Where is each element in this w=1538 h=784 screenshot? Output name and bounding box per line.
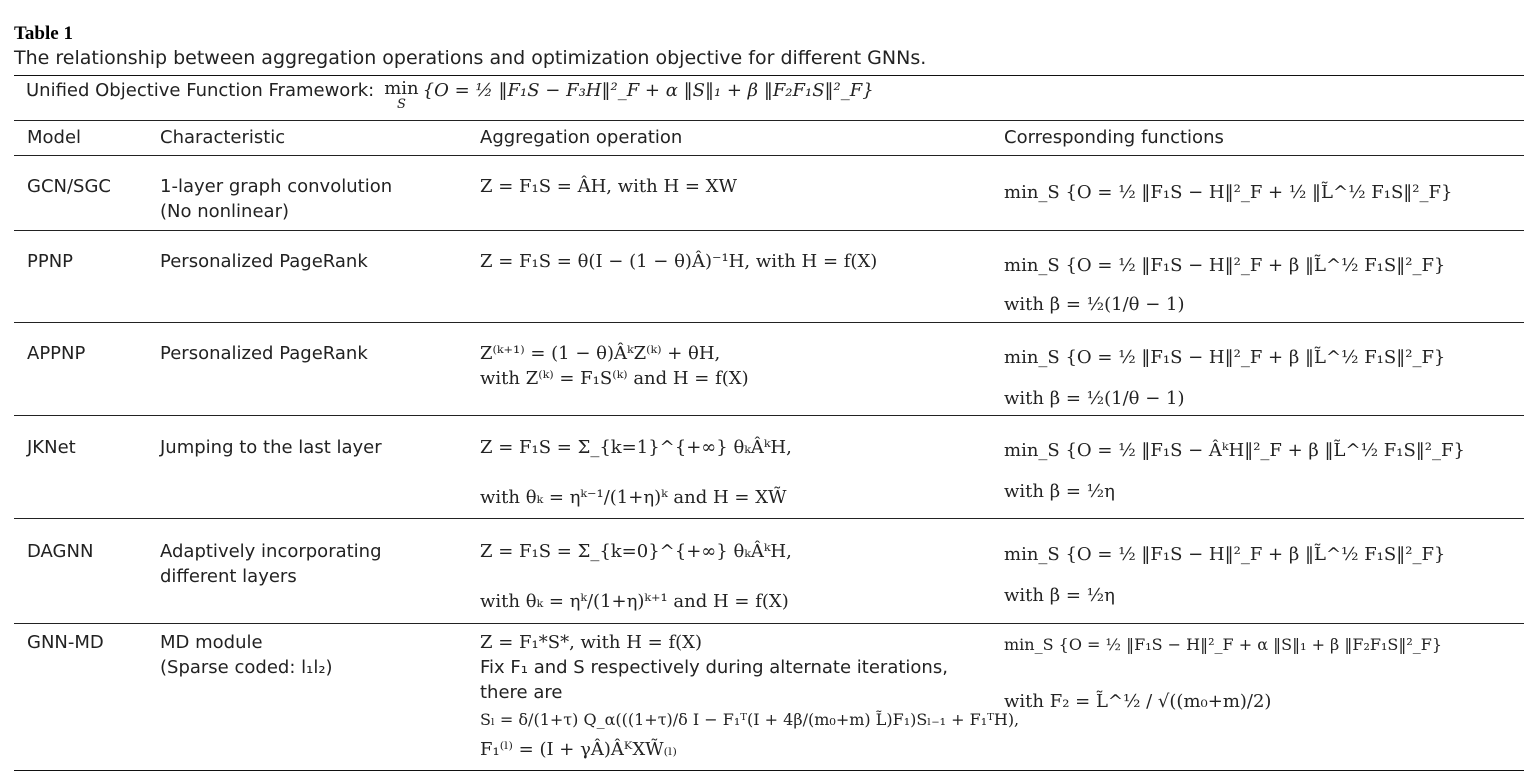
framework-min-operator: min S bbox=[384, 78, 419, 112]
rule-bottom bbox=[14, 770, 1524, 771]
aggregation-line: Z = F₁S = θ(I − (1 − θ)Â)⁻¹H, with H = f(X) bbox=[480, 251, 878, 272]
aggregation-line: with θₖ = ηᵏ⁻¹/(1+η)ᵏ and H = XW̃ bbox=[480, 487, 787, 508]
function-line: min_S {O = ½ ‖F₁S − H‖²_F + α ‖S‖₁ + β ‖F₂F₁S‖²_F} bbox=[1004, 635, 1443, 654]
function-line: min_S {O = ½ ‖F₁S − H‖²_F + β ‖L̃^½ F₁S‖²_F} bbox=[1004, 544, 1446, 565]
header-aggregation: Aggregation operation bbox=[480, 127, 683, 148]
aggregation-line: Z⁽ᵏ⁺¹⁾ = (1 − θ)ÂᵏZ⁽ᵏ⁾ + θH, bbox=[480, 343, 721, 364]
aggregation-line: Fix F₁ and S respectively during alternate iterations, bbox=[480, 657, 948, 678]
aggregation-line: there are bbox=[480, 682, 563, 703]
framework-prefix: Unified Objective Function Framework: bbox=[26, 80, 375, 101]
characteristic-line: 1-layer graph convolution bbox=[160, 176, 393, 197]
characteristic-line: (No nonlinear) bbox=[160, 201, 289, 222]
model-name: GNN-MD bbox=[27, 632, 104, 653]
header-characteristic: Characteristic bbox=[160, 127, 286, 148]
framework-formula bbox=[26, 80, 874, 112]
rule-below-header bbox=[14, 155, 1524, 156]
model-name: GCN/SGC bbox=[27, 176, 111, 197]
aggregation-line: Z = F₁S = Σ_{k=0}^{+∞} θₖÂᵏH, bbox=[480, 541, 792, 562]
function-line: with β = ½η bbox=[1004, 585, 1115, 606]
header-model: Model bbox=[27, 127, 82, 148]
characteristic-line: (Sparse coded: l₁l₂) bbox=[160, 657, 333, 678]
aggregation-line: F₁⁽ˡ⁾ = (I + γÂ)ÂᴷXW̃₍ₗ₎ bbox=[480, 739, 677, 760]
row-divider bbox=[14, 623, 1524, 624]
header-functions: Corresponding functions bbox=[1004, 127, 1224, 148]
model-name: APPNP bbox=[27, 343, 86, 364]
characteristic-line: Personalized PageRank bbox=[160, 251, 368, 272]
characteristic-line: Jumping to the last layer bbox=[160, 437, 382, 458]
model-name: JKNet bbox=[27, 437, 76, 458]
framework-objective: {O = ½ ‖F₁S − F₃H‖²_F + α ‖S‖₁ + β ‖F₂F₁S‖²_F} bbox=[422, 80, 874, 101]
aggregation-line: Z = F₁S = ÂH, with H = XW bbox=[480, 176, 737, 197]
function-line: with F₂ = L̃^½ / √((m₀+m)/2) bbox=[1004, 691, 1272, 712]
function-line: min_S {O = ½ ‖F₁S − H‖²_F + β ‖L̃^½ F₁S‖²_F} bbox=[1004, 255, 1446, 276]
row-divider bbox=[14, 230, 1524, 231]
characteristic-line: Adaptively incorporating bbox=[160, 541, 382, 562]
function-line: with β = ½(1/θ − 1) bbox=[1004, 294, 1185, 315]
function-line: with β = ½η bbox=[1004, 481, 1115, 502]
row-divider bbox=[14, 415, 1524, 416]
model-name: DAGNN bbox=[27, 541, 94, 562]
function-line: min_S {O = ½ ‖F₁S − H‖²_F + β ‖L̃^½ F₁S‖²_F} bbox=[1004, 347, 1446, 368]
characteristic-line: different layers bbox=[160, 566, 297, 587]
function-line: min_S {O = ½ ‖F₁S − ÂᵏH‖²_F + β ‖L̃^½ F₁S‖²_F} bbox=[1004, 440, 1465, 461]
aggregation-line: Z = F₁*S*, with H = f(X) bbox=[480, 632, 702, 653]
row-divider bbox=[14, 518, 1524, 519]
rule-below-framework bbox=[14, 120, 1524, 121]
rule-top bbox=[14, 75, 1524, 76]
row-divider bbox=[14, 322, 1524, 323]
table-caption: The relationship between aggregation operations and optimization objective for different GNNs. bbox=[14, 47, 927, 69]
characteristic-line: MD module bbox=[160, 632, 263, 653]
aggregation-line: Z = F₁S = Σ_{k=1}^{+∞} θₖÂᵏH, bbox=[480, 437, 792, 458]
aggregation-line: with Z⁽ᵏ⁾ = F₁S⁽ᵏ⁾ and H = f(X) bbox=[480, 368, 749, 389]
characteristic-line: Personalized PageRank bbox=[160, 343, 368, 364]
model-name: PPNP bbox=[27, 251, 74, 272]
aggregation-line: Sₗ = δ/(1+τ) Q_α(((1+τ)/δ I − F₁ᵀ(I + 4β/(m₀+m) L̃)F₁)Sₗ₋₁ + F₁ᵀH), bbox=[480, 710, 1020, 729]
function-line: min_S {O = ½ ‖F₁S − H‖²_F + ½ ‖L̃^½ F₁S‖²_F} bbox=[1004, 182, 1453, 203]
function-line: with β = ½(1/θ − 1) bbox=[1004, 388, 1185, 409]
aggregation-line: with θₖ = ηᵏ/(1+η)ᵏ⁺¹ and H = f(X) bbox=[480, 591, 789, 612]
table-label: Table 1 bbox=[14, 23, 73, 44]
